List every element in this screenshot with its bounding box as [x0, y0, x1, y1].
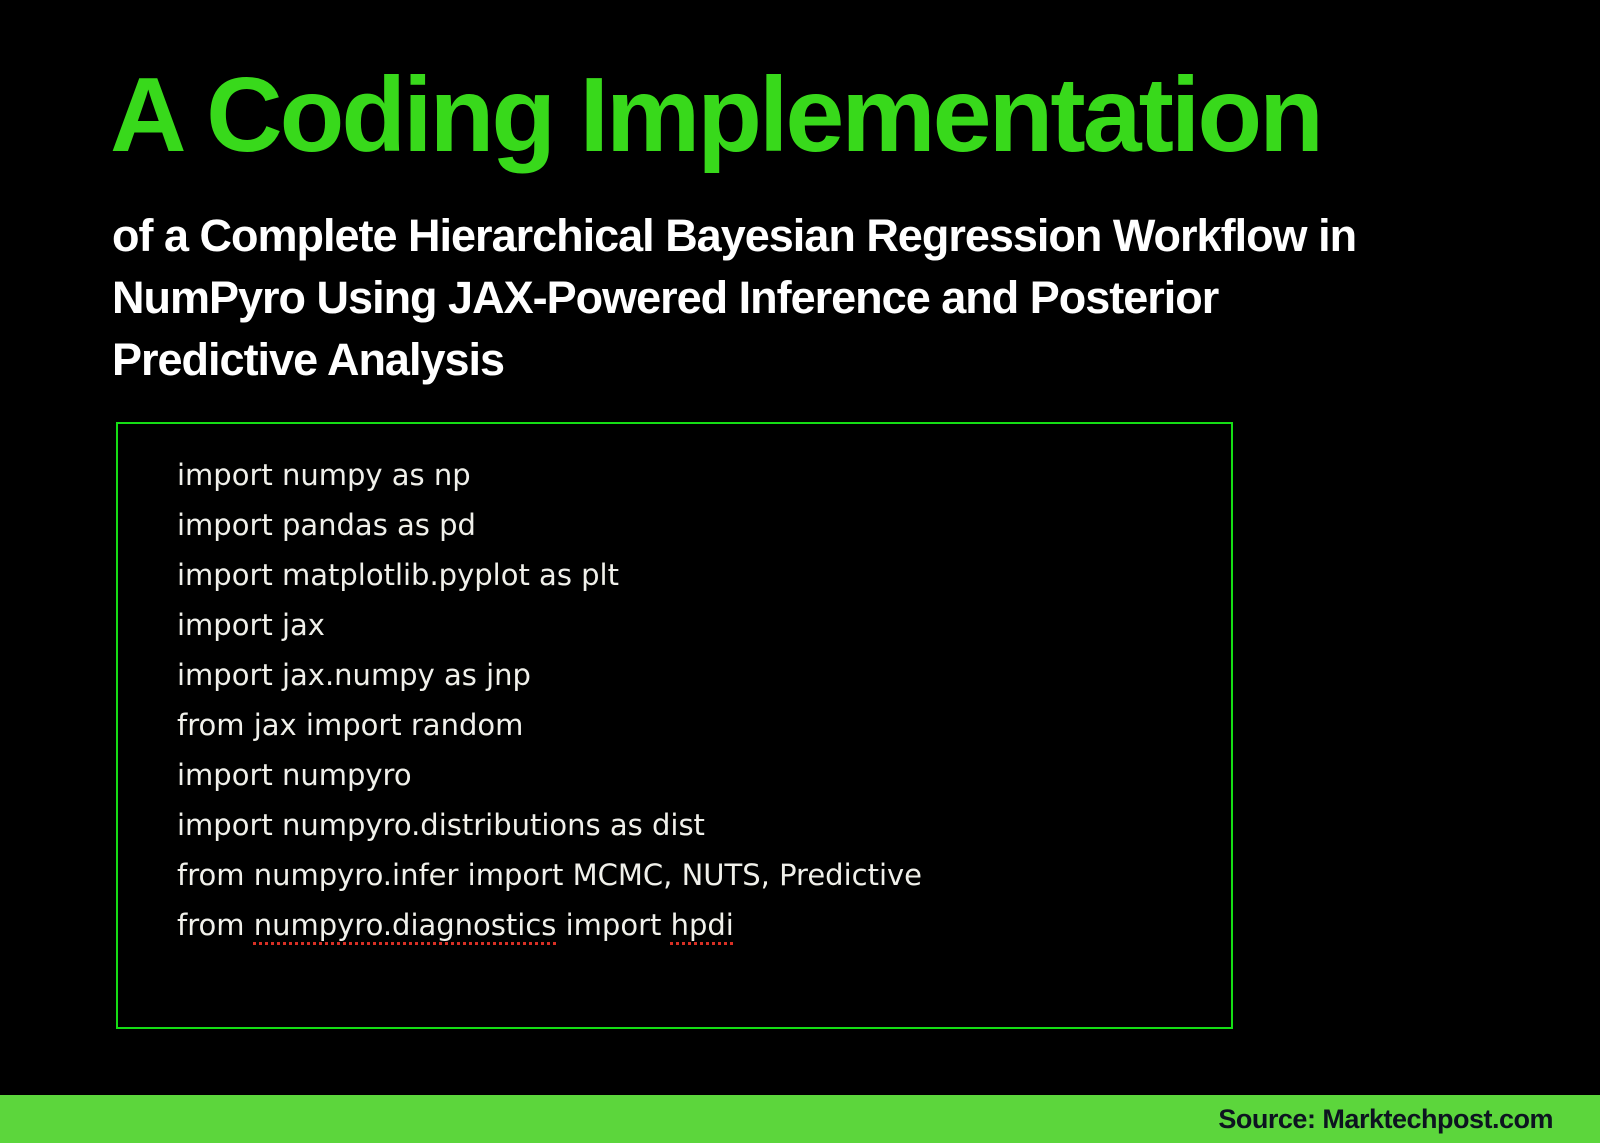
code-panel [116, 422, 1233, 1029]
page-subtitle [112, 205, 1356, 391]
code-line [177, 850, 1211, 900]
code-line [177, 600, 1211, 650]
code-line [177, 500, 1211, 550]
code-line [177, 800, 1211, 850]
subtitle-line: Predictive Analysis [112, 334, 505, 385]
code-segment: import jax.numpy as jnp [177, 658, 531, 692]
code-segment: import jax [177, 608, 325, 642]
code-line [177, 550, 1211, 600]
subtitle-line: NumPyro Using JAX-Powered Inference and Posterior [112, 272, 1219, 323]
code-line [177, 700, 1211, 750]
code-line [177, 650, 1211, 700]
code-segment: from [177, 908, 254, 942]
code-segment: from numpyro.infer import MCMC, NUTS, Predictive [177, 858, 923, 892]
code-segment: import pandas as pd [177, 508, 476, 542]
code-segment: import [556, 908, 671, 942]
code-segment: from jax import random [177, 708, 524, 742]
code-segment: import numpyro [177, 758, 412, 792]
source-credit: Source: Marktechpost.com [1218, 1104, 1553, 1134]
code-segment: import numpy as np [177, 458, 471, 492]
subtitle-line: of a Complete Hierarchical Bayesian Regression Workflow in [112, 210, 1357, 261]
footer-bar [0, 1095, 1600, 1143]
code-line [177, 450, 1211, 500]
code-line [177, 750, 1211, 800]
code-segment: import matplotlib.pyplot as plt [177, 558, 619, 592]
misspelled-code-segment: hpdi [670, 908, 734, 942]
code-line [177, 900, 1211, 950]
code-lines [177, 450, 1211, 950]
misspelled-code-segment: numpyro.diagnostics [253, 908, 557, 942]
code-segment: import numpyro.distributions as dist [177, 808, 705, 842]
page-title: A Coding Implementation [110, 56, 1321, 174]
